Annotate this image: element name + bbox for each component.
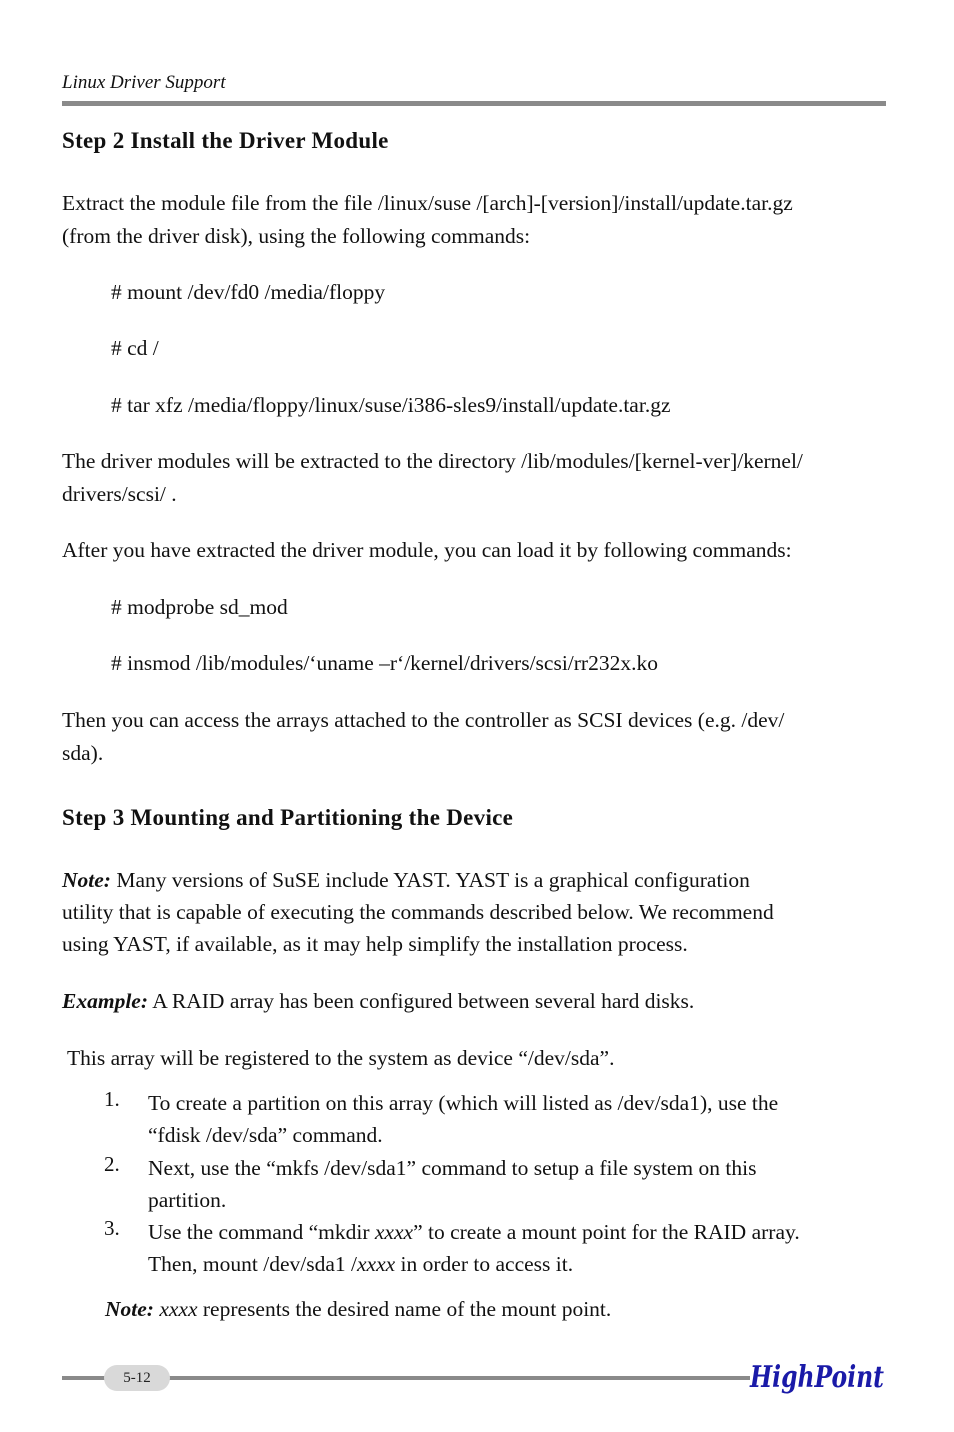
note-line2: utility that is capable of executing the commands described below. We recommend — [62, 900, 774, 924]
example-label: Example: — [62, 989, 148, 1013]
note-label: Note: — [62, 868, 111, 892]
extract-line1: The driver modules will be extracted to the directory /lib/modules/[kernel-ver]/kernel/ — [62, 449, 803, 473]
running-header: Linux Driver Support — [62, 72, 226, 93]
list-item — [148, 1152, 888, 1216]
final-note-text: represents the desired name of the mount point. — [197, 1297, 612, 1321]
step2-intro-line1: Extract the module file from the file /linux/suse /[arch]-[version]/install/update.tar.gz — [62, 191, 793, 215]
command-modprobe: # modprobe sd_mod — [111, 595, 288, 619]
final-note-label: Note: — [105, 1297, 154, 1321]
highpoint-logo — [748, 1354, 888, 1400]
access-line2: sda). — [62, 741, 104, 765]
step2-heading: Step 2 Install the Driver Module — [62, 128, 389, 153]
list-item-emphasis: xxxx — [374, 1220, 414, 1244]
list-item-text: Then, mount /dev/sda1 / — [148, 1252, 357, 1276]
list-item — [148, 1216, 888, 1280]
command-tar: # tar xfz /media/floppy/linux/suse/i386-sles9/install/update.tar.gz — [111, 393, 671, 417]
extract-paragraph — [62, 445, 892, 511]
header-rule — [62, 101, 886, 106]
command-insmod: # insmod /lib/modules/‘uname –r‘/kernel/drivers/scsi/rr232x.ko — [111, 651, 658, 675]
list-item-line: partition. — [148, 1188, 227, 1212]
access-line1: Then you can access the arrays attached to the controller as SCSI devices (e.g. /dev/ — [62, 708, 785, 732]
list-item-line: Next, use the “mkfs /dev/sda1” command to setup a file system on this — [148, 1156, 757, 1180]
list-item-number: 3. — [104, 1216, 120, 1240]
list-item-text: ” to create a mount point for the RAID array. — [413, 1220, 800, 1244]
registered-paragraph: This array will be registered to the system as device “/dev/sda”. — [62, 1046, 615, 1070]
list-item-text: Use the command “mkdir — [148, 1220, 375, 1244]
list-item-number: 1. — [104, 1087, 120, 1111]
extract-line2: drivers/scsi/ . — [62, 482, 177, 506]
step2-intro-line2: (from the driver disk), using the following commands: — [62, 224, 531, 248]
load-paragraph: After you have extracted the driver module, you can load it by following commands: — [62, 538, 792, 562]
logo-text: HighPoint — [749, 1360, 885, 1395]
command-cd: # cd / — [111, 336, 159, 360]
final-note-emphasis: xxxx — [153, 1297, 198, 1321]
page-number: 5-12 — [104, 1365, 170, 1391]
list-item — [148, 1087, 888, 1151]
command-mount: # mount /dev/fd0 /media/floppy — [111, 280, 386, 304]
list-item-text: in order to access it. — [395, 1252, 574, 1276]
list-item-line: “fdisk /dev/sda” command. — [148, 1123, 383, 1147]
list-item-emphasis: xxxx — [357, 1252, 396, 1276]
example-text: A RAID array has been configured between several hard disks. — [148, 989, 695, 1013]
yast-note — [62, 864, 892, 960]
footer-rule-right — [160, 1376, 750, 1380]
list-item-number: 2. — [104, 1152, 120, 1176]
mount-point-note — [105, 1293, 935, 1326]
step2-intro — [62, 187, 892, 253]
step3-heading: Step 3 Mounting and Partitioning the Device — [62, 805, 514, 830]
access-paragraph — [62, 704, 892, 770]
list-item-line: To create a partition on this array (which will listed as /dev/sda1), use the — [148, 1091, 779, 1115]
example-paragraph — [62, 985, 892, 1018]
note-line1: Many versions of SuSE include YAST. YAST is a graphical configuration — [110, 868, 750, 892]
note-line3: using YAST, if available, as it may help simplify the installation process. — [62, 932, 688, 956]
